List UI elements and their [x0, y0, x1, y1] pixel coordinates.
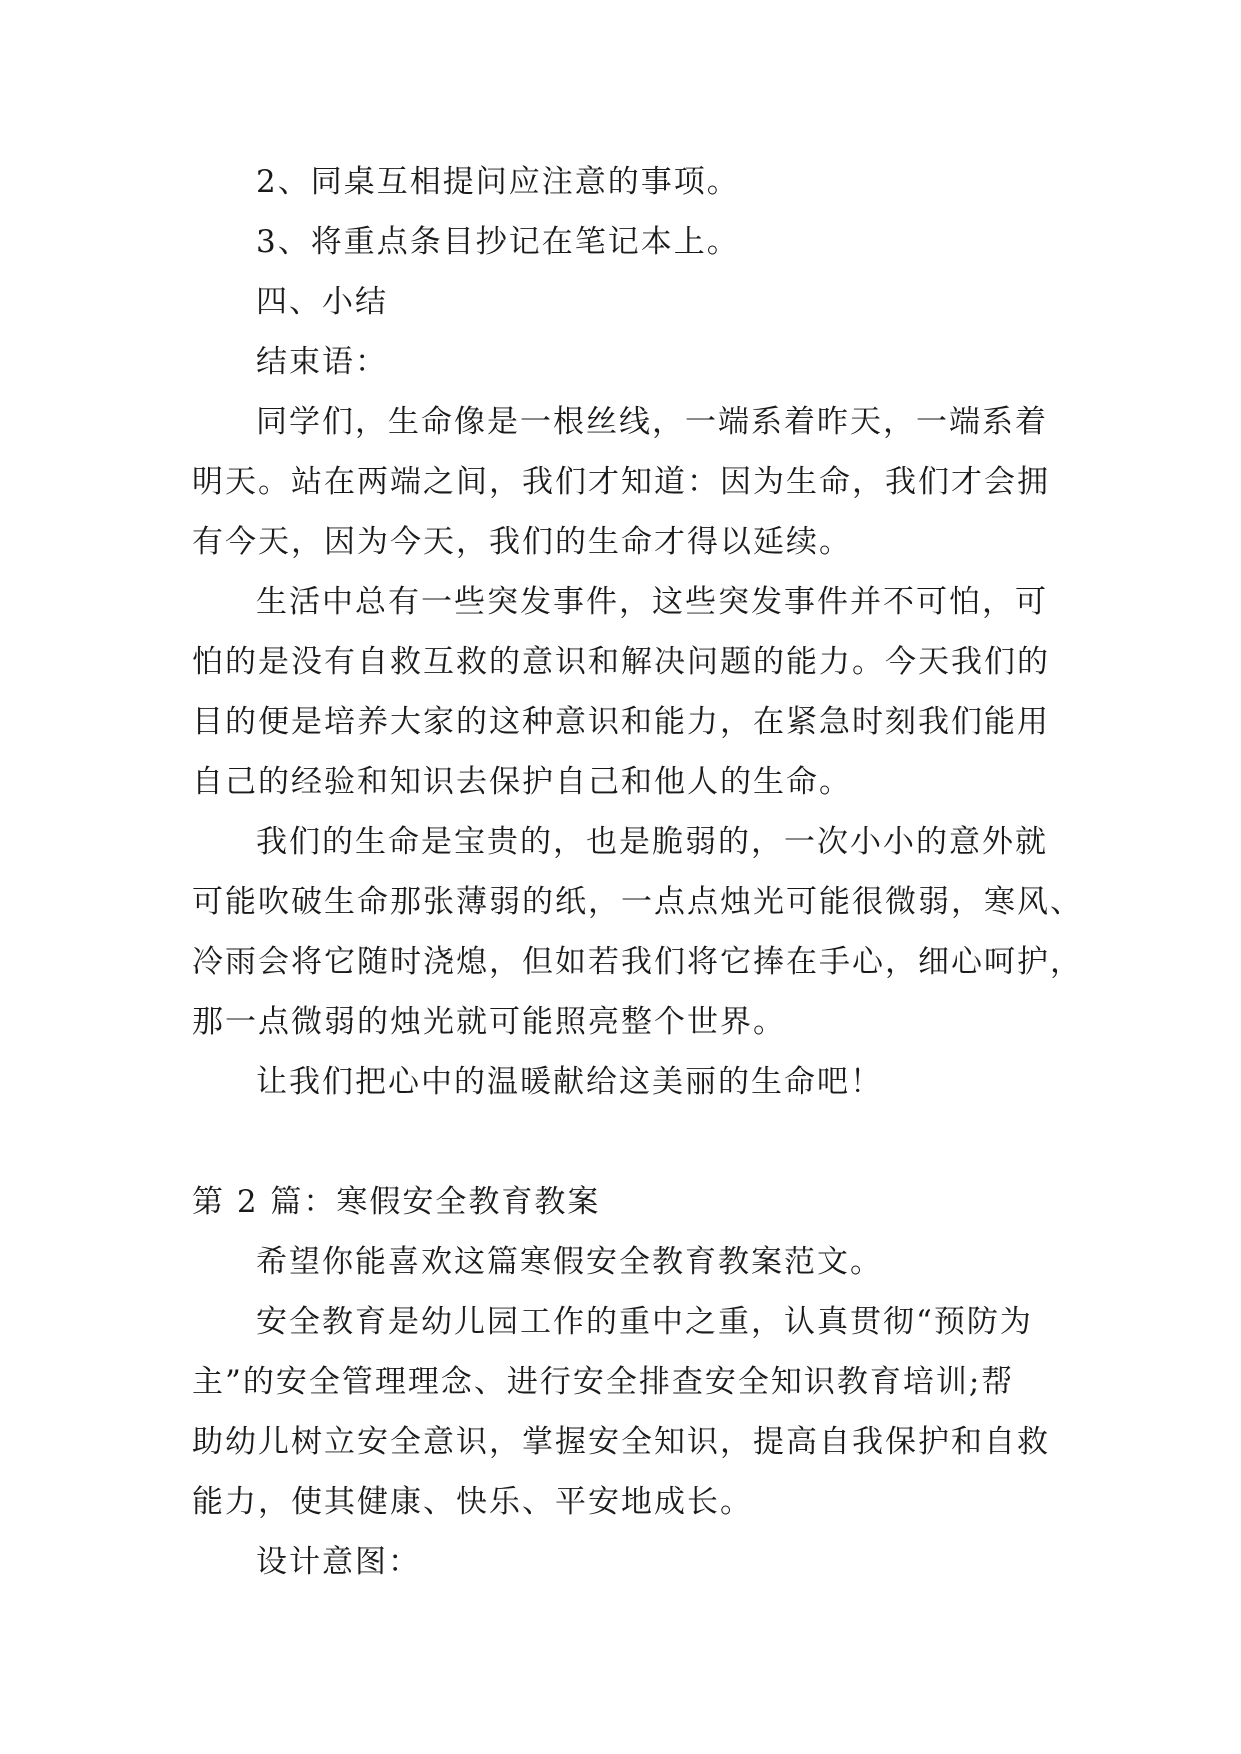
- paragraph-line: 我们的生命是宝贵的，也是脆弱的，一次小小的意外就: [256, 824, 1048, 860]
- paragraph-line: 助幼儿树立安全意识，掌握安全知识，提高自我保护和自救: [192, 1424, 1050, 1460]
- section-gap: [192, 1112, 1052, 1172]
- paragraph-line: 同学们，生命像是一根丝线，一端系着昨天，一端系着: [256, 404, 1048, 440]
- paragraph-line: 设计意图：: [256, 1544, 421, 1580]
- paragraph-line: 冷雨会将它随时浇熄，但如若我们将它捧在手心，细心呵护，: [192, 944, 1083, 980]
- paragraph-line: 明天。站在两端之间，我们才知道：因为生命，我们才会拥: [192, 464, 1050, 500]
- paragraph-line: 让我们把心中的温暖献给这美丽的生命吧！: [256, 1064, 883, 1100]
- paragraph-line: 有今天，因为今天，我们的生命才得以延续。: [192, 524, 852, 560]
- paragraph-line: 怕的是没有自救互救的意识和解决问题的能力。今天我们的: [192, 644, 1050, 680]
- paragraph-line: 主”的安全管理理念、进行安全排查安全知识教育培训;帮: [192, 1364, 1015, 1400]
- paragraph-line: 能力，使其健康、快乐、平安地成长。: [192, 1484, 753, 1520]
- paragraph-line: 可能吹破生命那张薄弱的纸，一点点烛光可能很微弱，寒风、: [192, 884, 1083, 920]
- list-item: 3、将重点条目抄记在笔记本上。: [256, 224, 740, 260]
- paragraph: [192, 572, 1052, 812]
- paragraph: [192, 1052, 1052, 1112]
- paragraph: [192, 1532, 1052, 1592]
- section-subheading: 四、小结: [256, 284, 388, 320]
- paragraph: [192, 1292, 1052, 1532]
- closing-label: 结束语：: [256, 344, 388, 380]
- paragraph-line: 生活中总有一些突发事件，这些突发事件并不可怕，可: [256, 584, 1048, 620]
- paragraph-line: 那一点微弱的烛光就可能照亮整个世界。: [192, 1004, 786, 1040]
- paragraph-line: 安全教育是幼儿园工作的重中之重，认真贯彻“预防为: [256, 1304, 1033, 1340]
- paragraph: [192, 392, 1052, 572]
- section-heading: 第 2 篇：寒假安全教育教案: [192, 1184, 601, 1220]
- list-item: 2、同桌互相提问应注意的事项。: [256, 164, 740, 200]
- paragraph: [192, 812, 1083, 1052]
- paragraph-line: 希望你能喜欢这篇寒假安全教育教案范文。: [256, 1244, 883, 1280]
- paragraph: [192, 1232, 1052, 1292]
- document-page: [192, 152, 1083, 1592]
- paragraph-line: 目的便是培养大家的这种意识和能力，在紧急时刻我们能用: [192, 704, 1050, 740]
- paragraph-line: 自己的经验和知识去保护自己和他人的生命。: [192, 764, 852, 800]
